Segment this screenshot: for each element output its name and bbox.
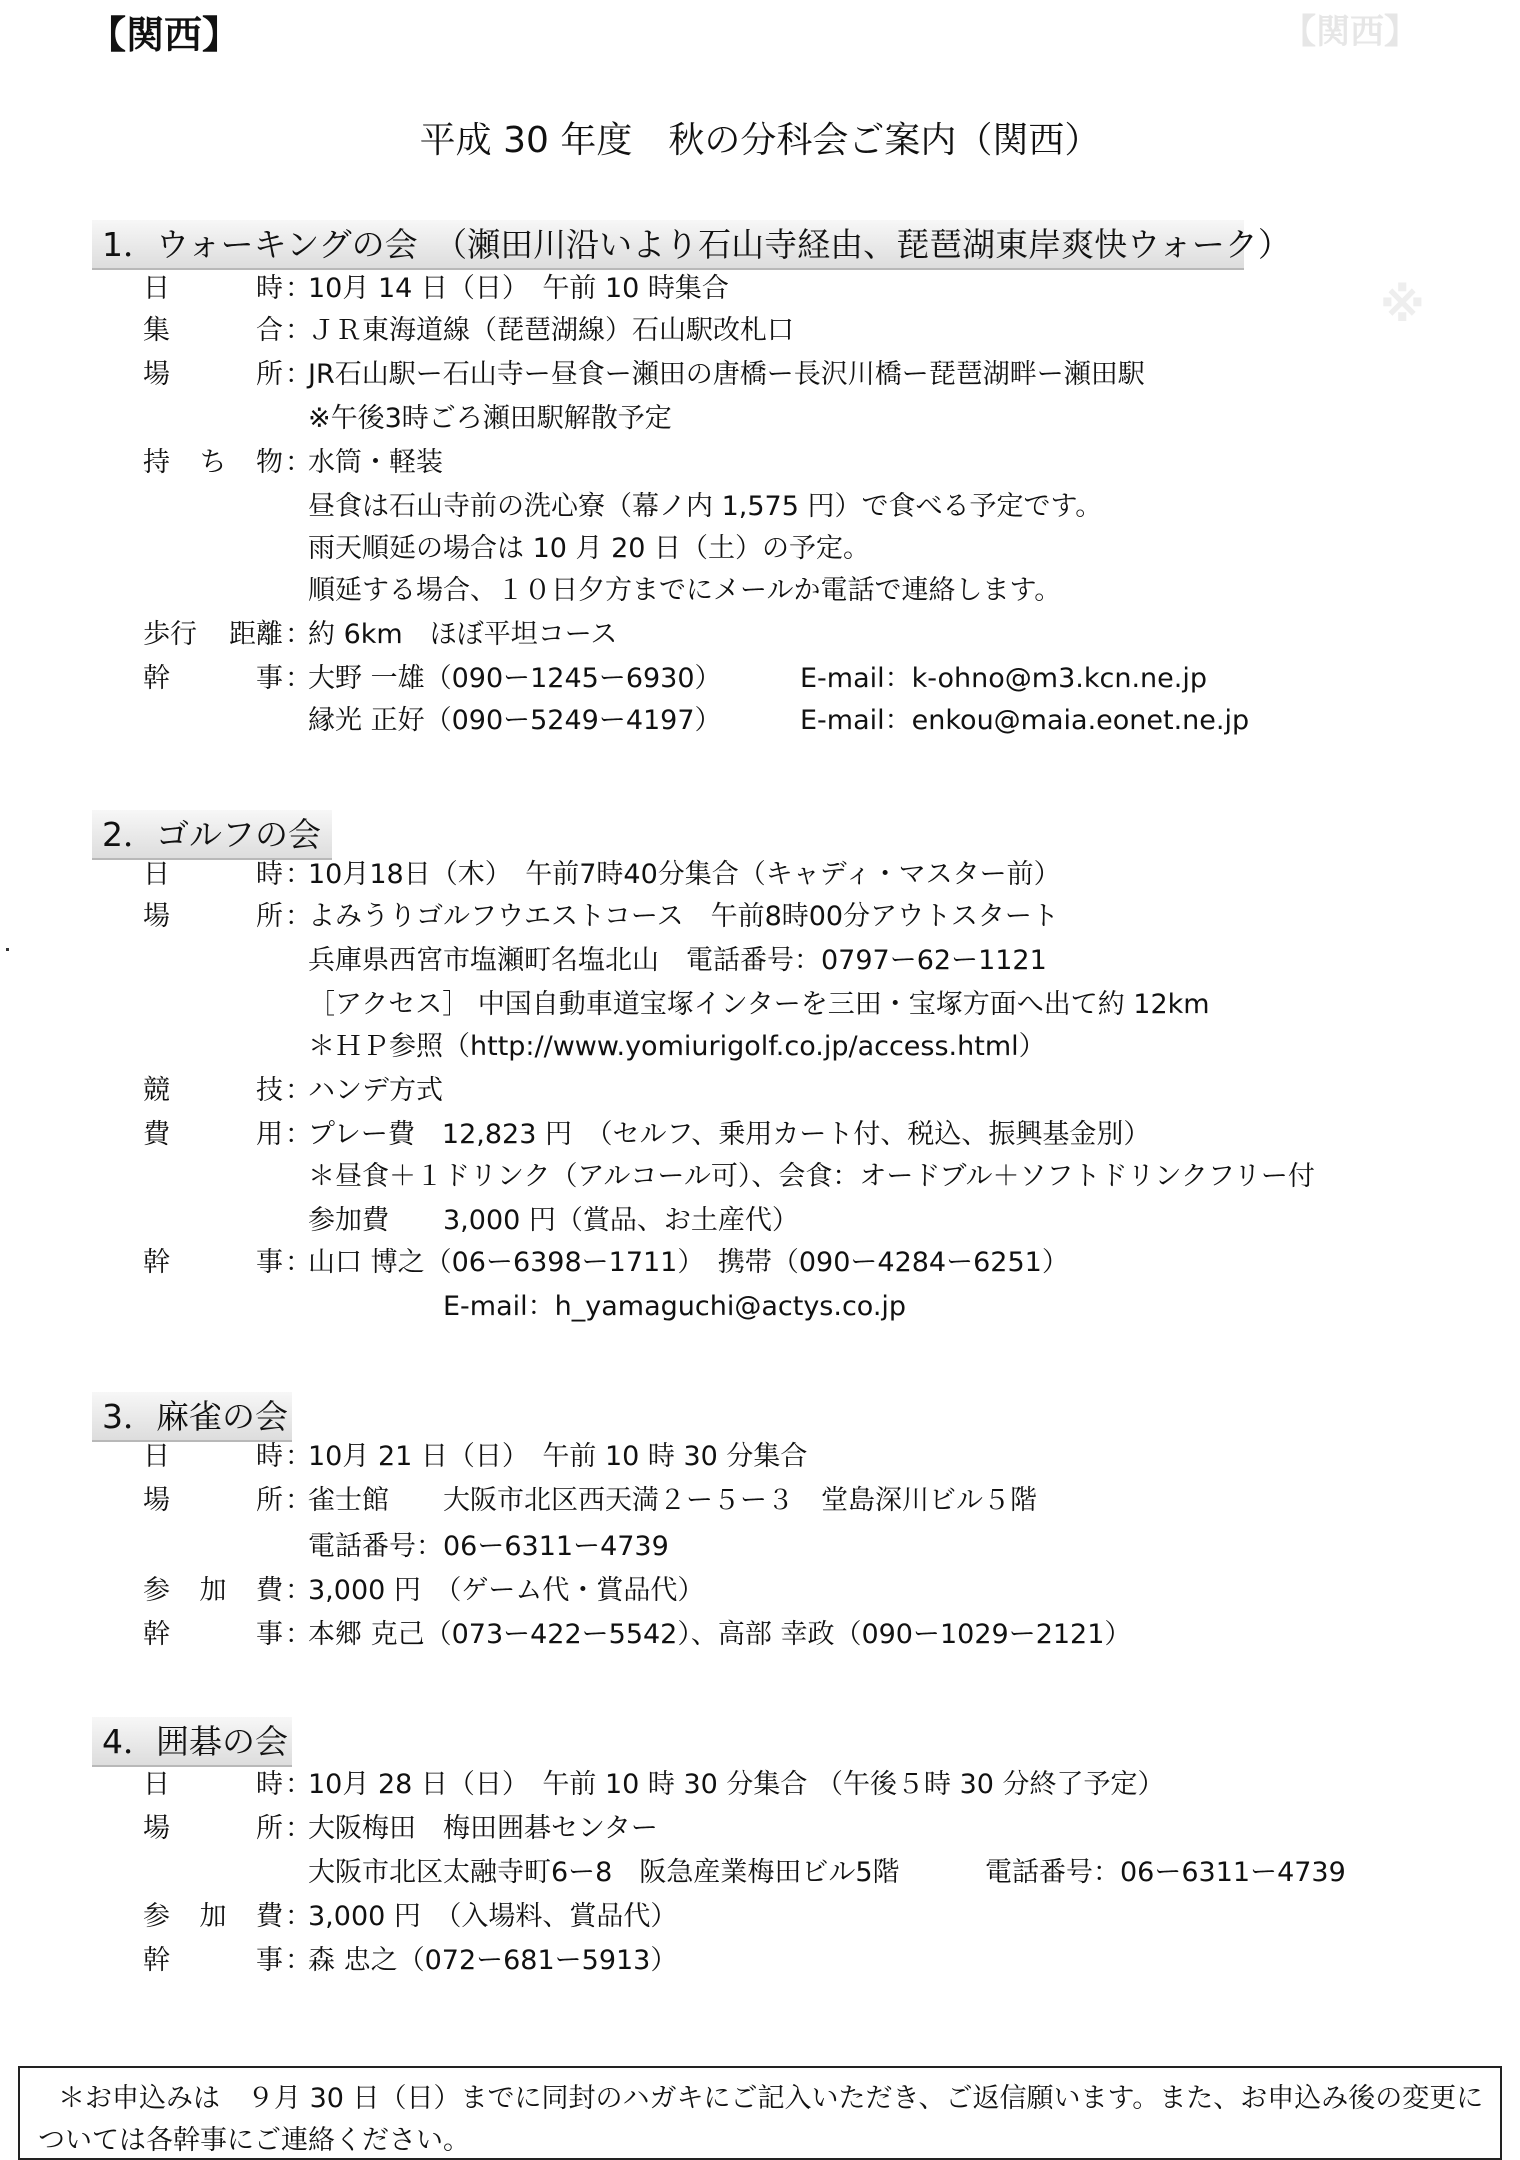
row-value: 約 6km ほぼ平坦コース xyxy=(308,619,618,650)
row-label: 日 時 xyxy=(143,273,283,304)
row-value: 雀士館 大阪市北区西天満２ー５ー３ 堂島深川ビル５階 xyxy=(308,1485,1037,1516)
row-label: 場 所 xyxy=(143,1485,283,1516)
row-label: 日 時 xyxy=(143,1441,283,1472)
row-value: 順延する場合、１０日夕方までにメールか電話で連絡します。 xyxy=(308,575,1062,606)
show-through-region-tag: 【関西】 xyxy=(1282,12,1418,52)
row-value: 大野 一雄（090ー1245ー6930） xyxy=(308,663,722,694)
row-value: 大阪梅田 梅田囲碁センター xyxy=(308,1813,658,1844)
row-value: プレー費 12,823 円 （セルフ、乗用カート付、税込、振興基金別） xyxy=(308,1119,1151,1150)
label-colon: ： xyxy=(285,901,312,932)
row-value: 水筒・軽装 xyxy=(308,447,443,478)
row-value: 10月 28 日（日） 午前 10 時 30 分集合 （午後５時 30 分終了予定） xyxy=(308,1769,1165,1800)
section-heading: 4．囲碁の会 xyxy=(92,1717,292,1767)
row-value: 電話番号：06ー6311ー4739 xyxy=(308,1531,669,1562)
section-heading: 2．ゴルフの会 xyxy=(92,810,332,860)
row-label: 幹 事 xyxy=(143,1945,283,1976)
row-value: ＊昼食＋１ドリンク（アルコール可）、会食：オードブル＋ソフトドリンクフリー付 xyxy=(308,1161,1315,1192)
label-colon: ： xyxy=(285,359,312,390)
row-value: ＪＲ東海道線（琵琶湖線）石山駅改札口 xyxy=(308,315,794,346)
row-value: 10月 14 日（日） 午前 10 時集合 xyxy=(308,273,729,304)
row-value: 雨天順延の場合は 10 月 20 日（土）の予定。 xyxy=(308,533,871,564)
row-label: 場 所 xyxy=(143,359,283,390)
row-label: 集 合 xyxy=(143,315,283,346)
label-colon: ： xyxy=(285,1813,312,1844)
label-colon: ： xyxy=(285,1441,312,1472)
row-label: 費 用 xyxy=(143,1119,283,1150)
label-colon: ： xyxy=(285,447,312,478)
row-label: 幹 事 xyxy=(143,663,283,694)
row-label: 場 所 xyxy=(143,1813,283,1844)
row-value: 昼食は石山寺前の洗心寮（幕ノ内 1,575 円）で食べる予定です。 xyxy=(308,491,1103,522)
label-colon: ： xyxy=(285,315,312,346)
row-value: 3,000 円 （入場料、賞品代） xyxy=(308,1901,678,1932)
label-colon: ： xyxy=(285,1485,312,1516)
row-value: ［アクセス］ 中国自動車道宝塚インターを三田・宝塚方面へ出て約 12km xyxy=(308,989,1210,1020)
row-value: E-mail：h_yamaguchi@actys.co.jp xyxy=(308,1291,907,1322)
row-value: ハンデ方式 xyxy=(308,1075,443,1106)
row-label: 参 加 費 xyxy=(143,1575,283,1606)
page-title: 平成 30 年度 秋の分科会ご案内（関西） xyxy=(419,120,1101,161)
row-label: 持 ち 物 xyxy=(143,447,283,478)
label-colon: ： xyxy=(285,619,312,650)
row-value: 10月18日（木） 午前7時40分集合（キャディ・マスター前） xyxy=(308,859,1061,890)
row-contact: E-mail：enkou@maia.eonet.ne.jp xyxy=(800,705,1250,736)
row-label: 日 時 xyxy=(143,1769,283,1800)
row-contact: 電話番号：06ー6311ー4739 xyxy=(985,1857,1346,1888)
row-contact: E-mail：k-ohno@m3.kcn.ne.jp xyxy=(800,663,1207,694)
scan-speck xyxy=(6,948,9,951)
label-colon: ： xyxy=(285,1901,312,1932)
label-colon: ： xyxy=(285,1619,312,1650)
label-colon: ： xyxy=(285,273,312,304)
label-colon: ： xyxy=(285,1945,312,1976)
row-value: ※午後3時ごろ瀬田駅解散予定 xyxy=(308,403,672,434)
row-value: 3,000 円 （ゲーム代・賞品代） xyxy=(308,1575,705,1606)
row-label: 参 加 費 xyxy=(143,1901,283,1932)
row-value: 森 忠之（072ー681ー5913） xyxy=(308,1945,678,1976)
row-value: ＊ＨＰ参照（http://www.yomiurigolf.co.jp/access.html） xyxy=(308,1031,1046,1062)
row-value: 兵庫県西宮市塩瀬町名塩北山 電話番号：0797ー62ー1121 xyxy=(308,945,1047,976)
row-value: 大阪市北区太融寺町6ー8 阪急産業梅田ビル5階 xyxy=(308,1857,900,1888)
notice-line-2: ついては各幹事にご連絡ください。 xyxy=(38,2125,470,2156)
notice-line-1: ＊お申込みは ９月 30 日（日）までに同封のハガキにご記入いただき、ご返信願います。また、お申込み後の変更に xyxy=(58,2083,1484,2114)
show-through-notice-mark: ※ xyxy=(1380,278,1425,332)
label-colon: ： xyxy=(285,1119,312,1150)
row-label: 歩行 距離 xyxy=(143,619,283,650)
row-label: 競 技 xyxy=(143,1075,283,1106)
region-tag: 【関西】 xyxy=(88,13,241,57)
row-value: 縁光 正好（090ー5249ー4197） xyxy=(308,705,722,736)
row-value: 10月 21 日（日） 午前 10 時 30 分集合 xyxy=(308,1441,808,1472)
row-value: JR石山駅ー石山寺ー昼食ー瀬田の唐橋ー長沢川橋ー琵琶湖畔ー瀬田駅 xyxy=(308,359,1145,390)
label-colon: ： xyxy=(285,1075,312,1106)
row-value: 参加費 3,000 円（賞品、お土産代） xyxy=(308,1205,799,1236)
row-label: 幹 事 xyxy=(143,1247,283,1278)
row-label: 幹 事 xyxy=(143,1619,283,1650)
label-colon: ： xyxy=(285,1769,312,1800)
application-notice-box xyxy=(18,2066,1502,2160)
label-colon: ： xyxy=(285,1575,312,1606)
label-colon: ： xyxy=(285,1247,312,1278)
section-heading: 1．ウォーキングの会 （瀬田川沿いより石山寺経由、琵琶湖東岸爽快ウォーク） xyxy=(92,220,1244,270)
row-value: よみうりゴルフウエストコース 午前8時00分アウトスタート xyxy=(308,901,1059,932)
row-value: 山口 博之（06ー6398ー1711） 携帯（090ー4284ー6251） xyxy=(308,1247,1069,1278)
row-label: 日 時 xyxy=(143,859,283,890)
row-label: 場 所 xyxy=(143,901,283,932)
label-colon: ： xyxy=(285,663,312,694)
section-heading: 3．麻雀の会 xyxy=(92,1392,292,1442)
row-value: 本郷 克己（073ー422ー5542）、高部 幸政（090ー1029ー2121） xyxy=(308,1619,1132,1650)
label-colon: ： xyxy=(285,859,312,890)
